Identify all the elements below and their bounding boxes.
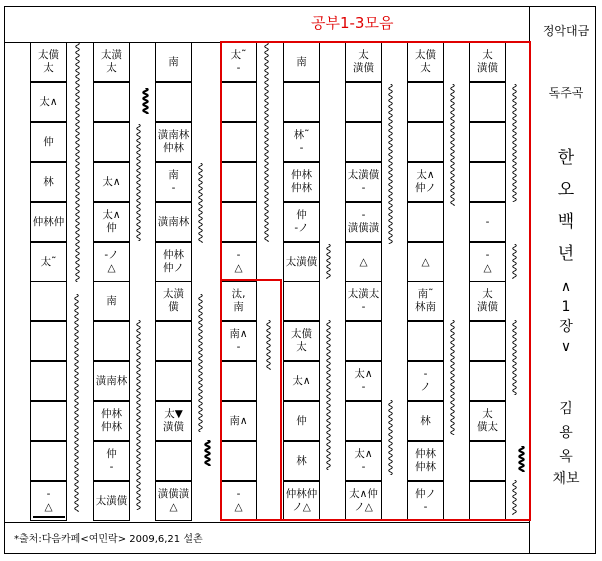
notation-cell: 太僙 太	[30, 42, 67, 82]
sustain-squiggle	[73, 42, 82, 282]
notation-cell: -	[469, 202, 506, 242]
notation-cell: 太潢僙	[283, 242, 320, 282]
author-label: 채보	[552, 471, 580, 487]
source-note: *출처:다음카페<여민락> 2009,6,21 설촌	[14, 534, 203, 545]
notation-cell: 汰, 南	[220, 281, 257, 321]
notation-cell: 太∧ 仲	[93, 202, 130, 242]
notation-cell: 太潢僙	[93, 481, 130, 521]
notation-cell	[155, 441, 192, 481]
notation-cell: 南∧	[220, 401, 257, 441]
notation-cell: 仲林 仲林	[93, 401, 130, 441]
author-char: 옥	[559, 449, 573, 465]
notation-cell: 仲 -	[93, 441, 130, 481]
chapter-mark-close: ∨	[560, 339, 572, 355]
notation-cell: 南	[283, 42, 320, 82]
notation-cell: △	[407, 242, 444, 282]
notation-cell: 太∧仲 ノ△	[345, 481, 382, 521]
notation-cell: 仲ノ -	[407, 481, 444, 521]
notation-cell: 潢僙潢 △	[155, 481, 192, 521]
notation-cell: 太∧	[283, 361, 320, 401]
notation-cell: 太潢僙 -	[345, 162, 382, 202]
highlight-region-left-top	[220, 41, 222, 281]
notation-cell: 林	[30, 162, 67, 202]
title-char: 오	[557, 180, 575, 200]
notation-cell: 南	[93, 281, 130, 321]
underline-mark	[33, 516, 65, 518]
notation-cell: 仲林 仲林	[283, 162, 320, 202]
title-char: 년	[557, 244, 575, 264]
notation-cell: - △	[220, 481, 257, 521]
title-char: 백	[557, 212, 575, 232]
author-char: 김	[559, 401, 573, 417]
sustain-squiggle	[72, 294, 81, 512]
notation-cell: 南 -	[155, 162, 192, 202]
notation-cell	[30, 321, 67, 361]
side-heading-2: 독주곡	[548, 86, 584, 100]
title-char: 한	[557, 148, 575, 168]
notation-cell	[30, 281, 67, 321]
notation-cell: -ノ △	[93, 242, 130, 282]
notation-cell: 仲	[30, 122, 67, 162]
notation-cell: △	[345, 242, 382, 282]
notation-cell: 仲	[283, 401, 320, 441]
notation-cell: 太潢 太	[93, 42, 130, 82]
side-heading-1: 정악대금	[542, 24, 590, 38]
notation-cell: 太˜ -	[220, 42, 257, 82]
footer-rule	[5, 522, 529, 523]
notation-cell: 太∧ -	[345, 441, 382, 481]
notation-cell: 潢南林 仲林	[155, 122, 192, 162]
sustain-squiggle	[196, 294, 205, 432]
notation-cell: 太∧	[93, 162, 130, 202]
sustain-squiggle	[134, 320, 143, 510]
notation-cell: - △	[469, 242, 506, 282]
highlight-region-step	[220, 279, 282, 281]
notation-cell	[30, 441, 67, 481]
notation-cell: 太 僙太	[469, 401, 506, 441]
notation-cell: 仲林仲	[30, 202, 67, 242]
notation-cell: - 潢僙潢	[345, 202, 382, 242]
notation-cell: 南	[155, 42, 192, 82]
notation-cell: 太∧	[30, 82, 67, 122]
author-char: 용	[559, 425, 573, 441]
notation-cell: 太∧ 仲ノ	[407, 162, 444, 202]
notation-cell: 太 潢僙	[469, 42, 506, 82]
notation-cell: 太 潢僙	[345, 42, 382, 82]
notation-cell: 潢南林	[93, 361, 130, 401]
notation-cell: 林	[283, 441, 320, 481]
notation-cell	[93, 321, 130, 361]
notation-cell: 南˜ 林南	[407, 281, 444, 321]
section-title: 공부1-3모음	[311, 14, 394, 32]
notation-cell: 太潢 僙	[155, 281, 192, 321]
highlight-region	[220, 41, 531, 521]
notation-cell: 林˜ -	[283, 122, 320, 162]
notation-cell: 太僙 太	[283, 321, 320, 361]
notation-cell: 太▼ 潢僙	[155, 401, 192, 441]
notation-cell	[155, 321, 192, 361]
sustain-squiggle	[134, 124, 143, 241]
ornament-mark	[202, 440, 213, 466]
chapter-number: 1	[561, 299, 571, 315]
highlight-region-step-edge	[280, 279, 282, 521]
notation-cell: 太僙 太	[407, 42, 444, 82]
notation-cell: 仲林仲 ノ△	[283, 481, 320, 521]
notation-cell: 太˜	[30, 242, 67, 282]
notation-cell: 潢南林	[155, 202, 192, 242]
notation-cell	[93, 82, 130, 122]
notation-cell: 太 潢僙	[469, 281, 506, 321]
chapter-label: 장	[559, 319, 573, 335]
notation-cell: 仲林 仲ノ	[155, 242, 192, 282]
notation-cell	[30, 361, 67, 401]
notation-cell: 太潢太 -	[345, 281, 382, 321]
notation-cell	[30, 401, 67, 441]
chapter-mark-open: ∧	[560, 279, 572, 295]
notation-cell	[93, 122, 130, 162]
notation-cell: 仲林 仲林	[407, 441, 444, 481]
notation-cell: 南∧ -	[220, 321, 257, 361]
notation-cell	[155, 82, 192, 122]
notation-cell	[155, 361, 192, 401]
notation-cell: - ノ	[407, 361, 444, 401]
notation-cell: 林	[407, 401, 444, 441]
notation-cell: - △	[30, 481, 67, 521]
notation-cell: 仲 -ノ	[283, 202, 320, 242]
notation-cell: - △	[220, 242, 257, 282]
ornament-mark	[140, 88, 151, 114]
notation-cell: 太∧ -	[345, 361, 382, 401]
sustain-squiggle	[196, 163, 205, 243]
